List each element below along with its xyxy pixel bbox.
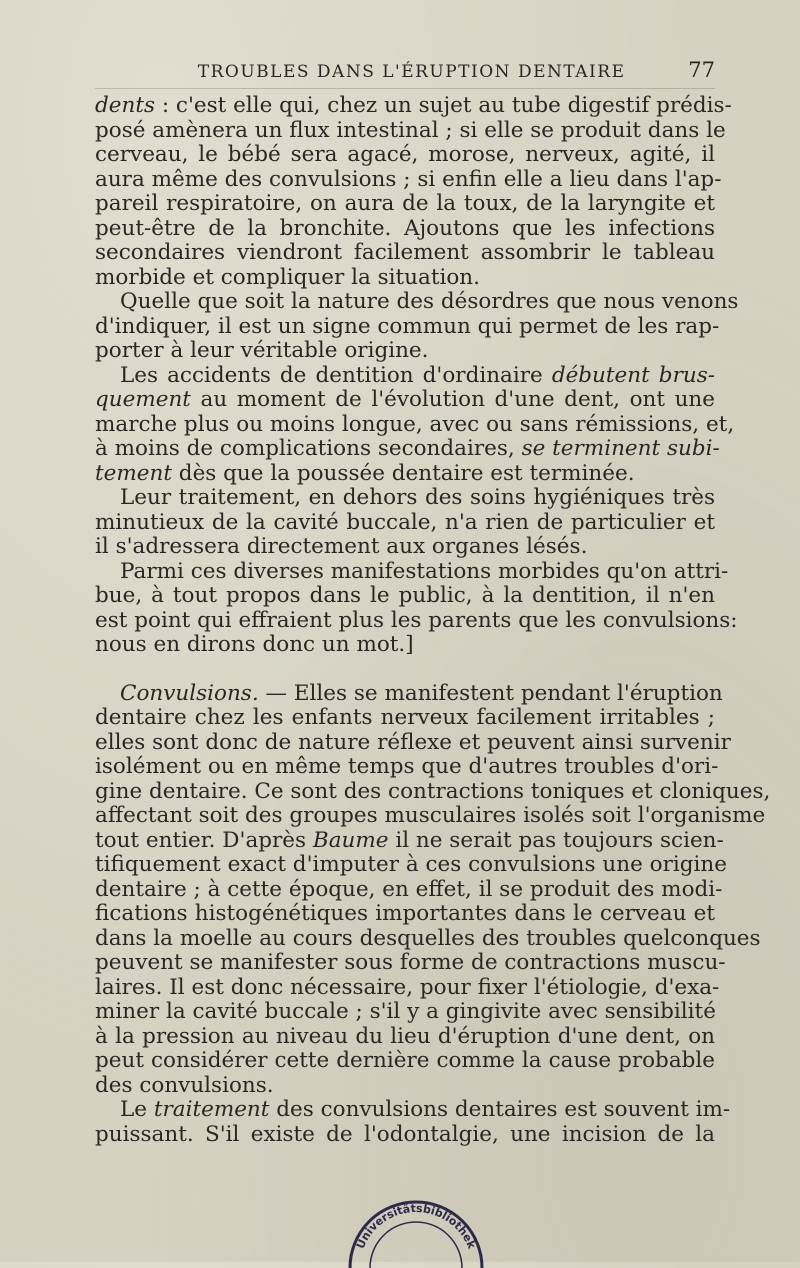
text-segment: minutieux de la cavité buccale, n'a rien de particulier et [95, 509, 715, 535]
stamp-text: Universitätsbibliothek [353, 1201, 479, 1251]
text-line [95, 462, 715, 487]
text-line [95, 827, 724, 854]
text-line [95, 217, 715, 242]
text-segment: des convulsions. [95, 1072, 274, 1098]
text-line [95, 364, 715, 389]
text-line [95, 93, 732, 119]
italic-text: tement [95, 460, 172, 486]
text-line [95, 852, 727, 878]
text-segment: il ne serait pas toujours scien- [388, 827, 724, 853]
text-segment: des convulsions dentaires est souvent im- [269, 1097, 731, 1122]
text-segment: porter à leur véritable origine. [95, 338, 429, 363]
text-line [95, 511, 715, 536]
italic-text: dents [95, 93, 156, 118]
text-segment: cerveau, le bébé sera agacé, morose, nerveux, agité, il [95, 142, 715, 167]
text-segment: pareil respiratoire, on aura de la toux, de la laryngite et [95, 191, 715, 216]
italic-text: débutent brus- [551, 362, 715, 388]
text-line [95, 974, 720, 1001]
italic-text: Baume [312, 827, 389, 853]
text-line [95, 584, 715, 609]
text-segment: laires. Il est donc nécessaire, pour fixer l'étiologie, d'exa- [95, 974, 720, 1000]
text-segment: fications histogénétiques importantes dans le cerveau et [95, 901, 715, 926]
text-segment: peut-être de la bronchite. Ajoutons que les infections [95, 215, 715, 241]
text-line [95, 411, 735, 438]
body-text [95, 93, 771, 1147]
text-segment: tout entier. D'après [95, 827, 313, 853]
text-segment: Leur traitement, en dehors des soins hygiéniques très [120, 485, 715, 510]
text-segment: morbide et compliquer la situation. [95, 264, 480, 290]
stamp-inner-arc [370, 1222, 462, 1268]
text-line [95, 313, 720, 340]
text-line [95, 754, 719, 780]
text-segment: dentaire ; à cette époque, en effet, il se produit des modi- [95, 876, 723, 902]
text-segment: — Elles se manifestent pendant l'éruption [258, 680, 723, 706]
italic-text: Convulsions. [120, 680, 259, 706]
text-segment: est point qui effraient plus les parents que les convulsions: [95, 607, 738, 633]
text-line [95, 535, 715, 560]
page-header [95, 58, 715, 89]
text-line [95, 803, 766, 829]
text-line [95, 1049, 715, 1074]
text-line [95, 902, 715, 927]
text-segment: Les accidents de dentition d'ordinaire [120, 362, 552, 388]
text-segment: peut considérer cette dernière comme la cause probable [95, 1048, 715, 1073]
running-title: TROUBLES DANS L'ÉRUPTION DENTAIRE [197, 62, 626, 82]
text-segment: au moment de l'évolution d'une dent, ont une [190, 387, 715, 412]
text-line [95, 192, 715, 217]
text-segment: nous en dirons donc un mot.] [95, 632, 414, 657]
page-number: 77 [688, 58, 715, 82]
text-segment: : c'est elle qui, chez un sujet au tube digestif prédis- [155, 93, 732, 118]
text-segment: isolément ou en même temps que d'autres troubles d'ori- [95, 754, 719, 779]
text-segment: marche plus ou moins longue, avec ou sans rémissions, et, [95, 411, 735, 437]
text-line [95, 486, 715, 511]
text-line [95, 1074, 715, 1099]
text-segment: elles sont donc de nature réflexe et peuvent ainsi survenir [95, 729, 731, 755]
text-segment: il s'adressera directement aux organes lésés. [95, 534, 588, 559]
text-segment: posé amènera un flux intestinal ; si elle se produit dans le [95, 117, 726, 143]
text-segment: miner la cavité buccale ; s'il y a gingivite avec sensibilité [95, 999, 716, 1024]
text-line [95, 166, 722, 193]
text-segment: aura même des convulsions ; si enfin elle a lieu dans l'ap- [95, 166, 722, 192]
text-line [95, 876, 723, 903]
paragraph-gap [95, 658, 715, 682]
text-segment: dans la moelle au cours desquelles des troubles quelconques [95, 925, 761, 951]
italic-text: traitement [153, 1097, 270, 1122]
italic-text: se terminent subi- [521, 436, 720, 461]
text-line [95, 778, 771, 805]
text-segment: dentaire chez les enfants nerveux facilement irritables ; [95, 705, 715, 730]
text-segment: affectant soit des groupes musculaires isolés soit l'organisme [95, 803, 766, 828]
text-segment: bue, à tout propos dans le public, à la dentition, il n'en [95, 583, 715, 608]
text-line [95, 950, 726, 976]
text-line [95, 1097, 731, 1123]
text-line [95, 436, 720, 462]
italic-text: quement [95, 387, 191, 412]
text-line [95, 706, 715, 731]
text-segment: Parmi ces diverses manifestations morbides qu'on attri- [120, 558, 729, 584]
text-line [95, 266, 715, 291]
text-segment: peuvent se manifester sous forme de contractions muscu- [95, 950, 726, 975]
text-line [95, 1000, 715, 1025]
text-line [95, 729, 731, 756]
text-line [95, 241, 715, 266]
text-segment: tifiquement exact d'imputer à ces convulsions une origine [95, 852, 727, 877]
text-line [95, 1123, 715, 1148]
text-segment: à moins de complications secondaires, [95, 436, 522, 461]
text-segment: gine dentaire. Ce sont des contractions toniques et cloniques, [95, 778, 771, 804]
text-line [95, 339, 715, 364]
text-line [95, 633, 715, 658]
text-segment: puissant. S'il existe de l'odontalgie, une incision de la [95, 1121, 715, 1147]
text-line [95, 680, 723, 707]
text-segment: Quelle que soit la nature des désordres que nous venons [120, 289, 739, 314]
text-line [95, 117, 726, 144]
text-segment: Le [120, 1097, 154, 1122]
text-line [95, 143, 715, 168]
library-stamp [336, 1168, 496, 1268]
text-segment: d'indiquer, il est un signe commun qui permet de les rap- [95, 313, 720, 339]
text-line [95, 558, 729, 585]
text-segment: secondaires viendront facilement assombrir le tableau [95, 240, 715, 265]
text-line [95, 607, 738, 634]
text-segment: dès que la poussée dentaire est terminée. [171, 460, 635, 486]
text-line [95, 925, 761, 952]
text-segment: à la pression au niveau du lieu d'éruption d'une dent, on [95, 1023, 715, 1049]
text-line [95, 388, 715, 413]
text-line [95, 1025, 715, 1050]
text-line [95, 289, 739, 315]
